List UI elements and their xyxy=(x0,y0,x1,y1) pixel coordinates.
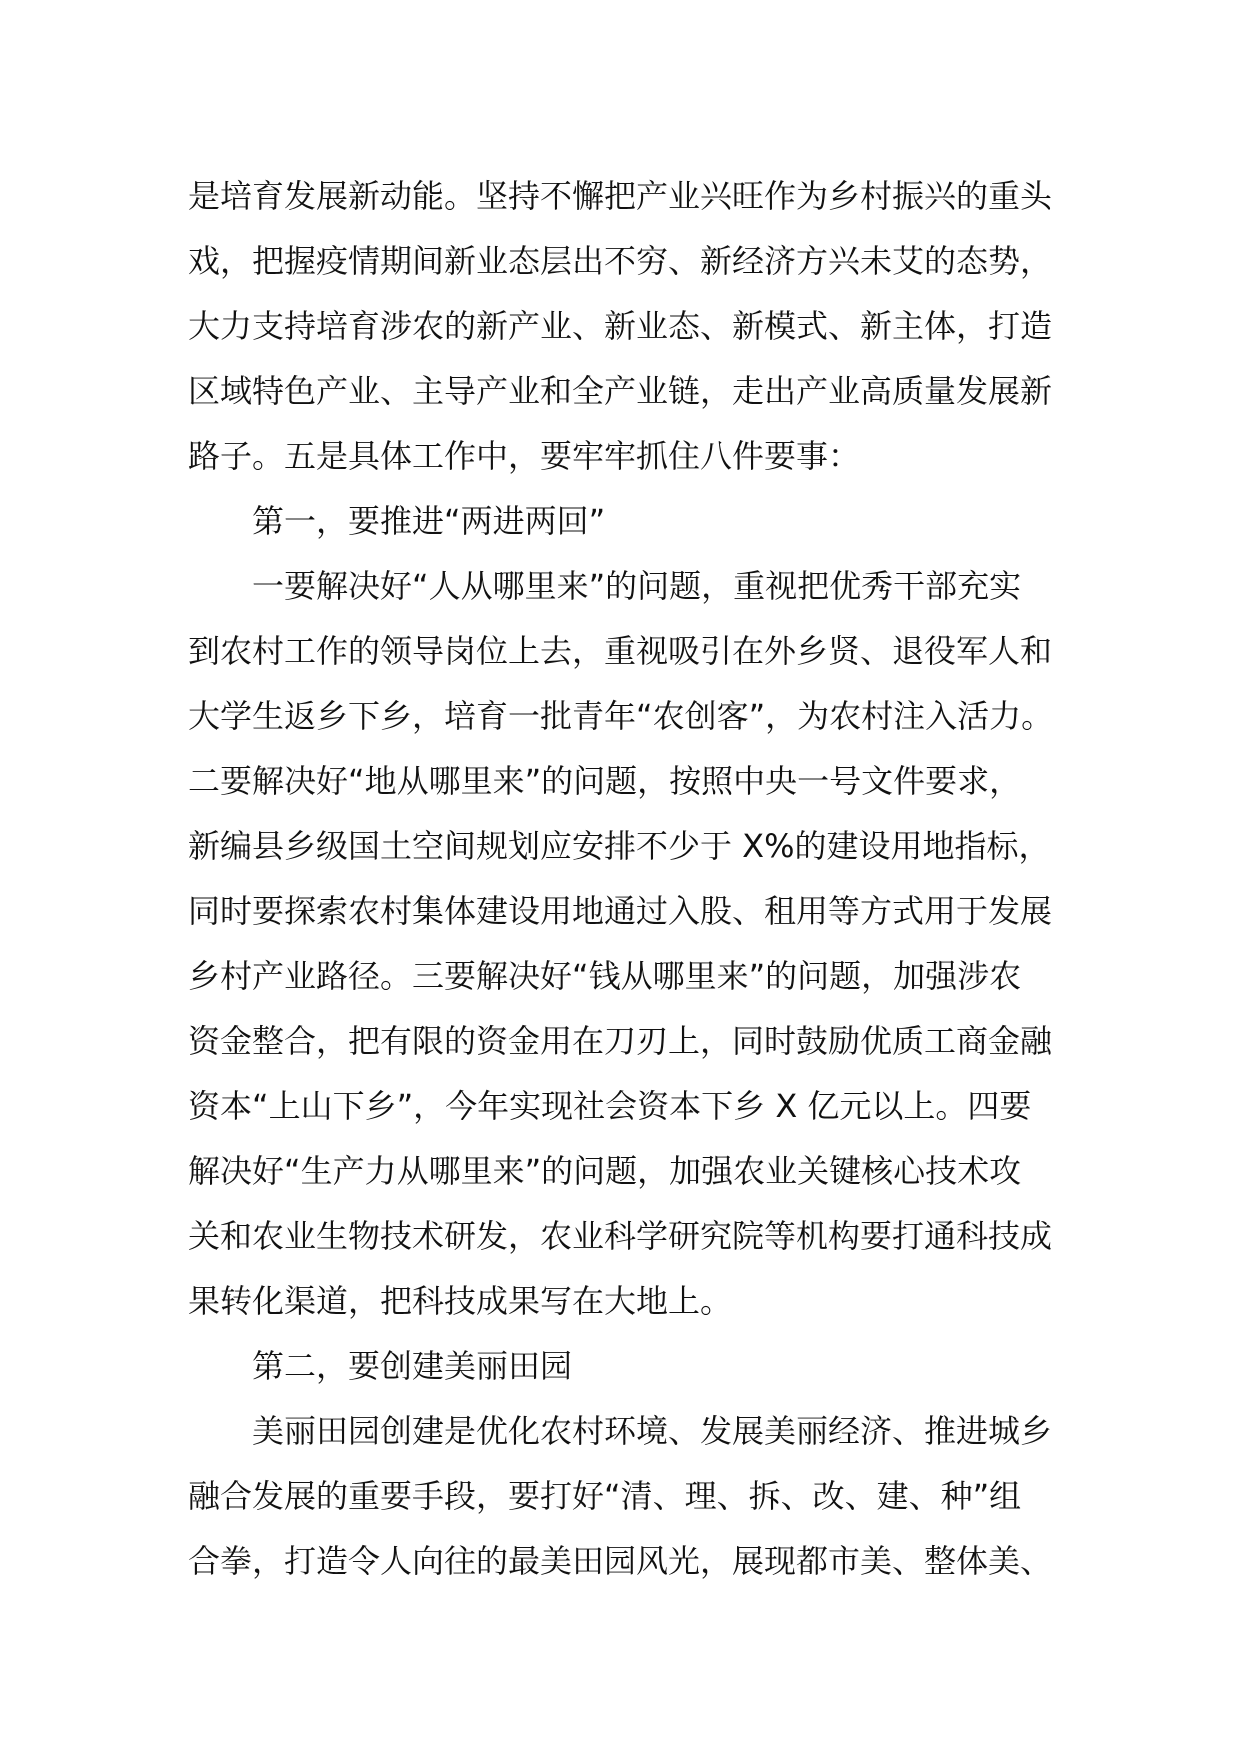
text-line: 同时要探索农村集体建设用地通过入股、租用等方式用于发展 xyxy=(188,892,1053,930)
paragraph-start: 美丽田园创建是优化农村环境、发展美丽经济、推进城乡 xyxy=(252,1412,1053,1450)
text-line: 大学生返乡下乡，培育一批青年“农创客”，为农村注入活力。 xyxy=(188,697,1054,735)
text-line: 区域特色产业、主导产业和全产业链，走出产业高质量发展新 xyxy=(188,372,1053,410)
text-line: 戏，把握疫情期间新业态层出不穷、新经济方兴未艾的态势， xyxy=(188,242,1053,280)
text-line: 是培育发展新动能。坚持不懈把产业兴旺作为乡村振兴的重头 xyxy=(188,177,1053,215)
section-heading-2: 第二，要创建美丽田园 xyxy=(252,1347,573,1385)
paragraph-start: 一要解决好“人从哪里来”的问题，重视把优秀干部充实 xyxy=(252,567,1022,605)
text-line: 关和农业生物技术研发，农业科学研究院等机构要打通科技成 xyxy=(188,1217,1053,1255)
text-line: 资本“上山下乡”，今年实现社会资本下乡 X 亿元以上。四要 xyxy=(188,1087,1032,1125)
text-line: 合拳，打造令人向往的最美田园风光，展现都市美、整体美、 xyxy=(188,1542,1053,1580)
text-line: 乡村产业路径。三要解决好“钱从哪里来”的问题，加强涉农 xyxy=(188,957,1022,995)
text-line: 融合发展的重要手段，要打好“清、理、拆、改、建、种”组 xyxy=(188,1477,1022,1515)
text-line: 新编县乡级国土空间规划应安排不少于 X%的建设用地指标， xyxy=(188,827,1051,865)
text-line: 二要解决好“地从哪里来”的问题，按照中央一号文件要求， xyxy=(188,762,1022,800)
text-line: 路子。五是具体工作中，要牢牢抓住八件要事： xyxy=(188,437,861,475)
section-heading-1: 第一，要推进“两进两回” xyxy=(252,502,606,540)
text-line: 大力支持培育涉农的新产业、新业态、新模式、新主体，打造 xyxy=(188,307,1053,345)
text-line: 到农村工作的领导岗位上去，重视吸引在外乡贤、退役军人和 xyxy=(188,632,1053,670)
body-text xyxy=(188,164,1068,1594)
text-line: 解决好“生产力从哪里来”的问题，加强农业关键核心技术攻 xyxy=(188,1152,1022,1190)
text-line: 果转化渠道，把科技成果写在大地上。 xyxy=(188,1282,733,1320)
text-line: 资金整合，把有限的资金用在刀刃上，同时鼓励优质工商金融 xyxy=(188,1022,1053,1060)
